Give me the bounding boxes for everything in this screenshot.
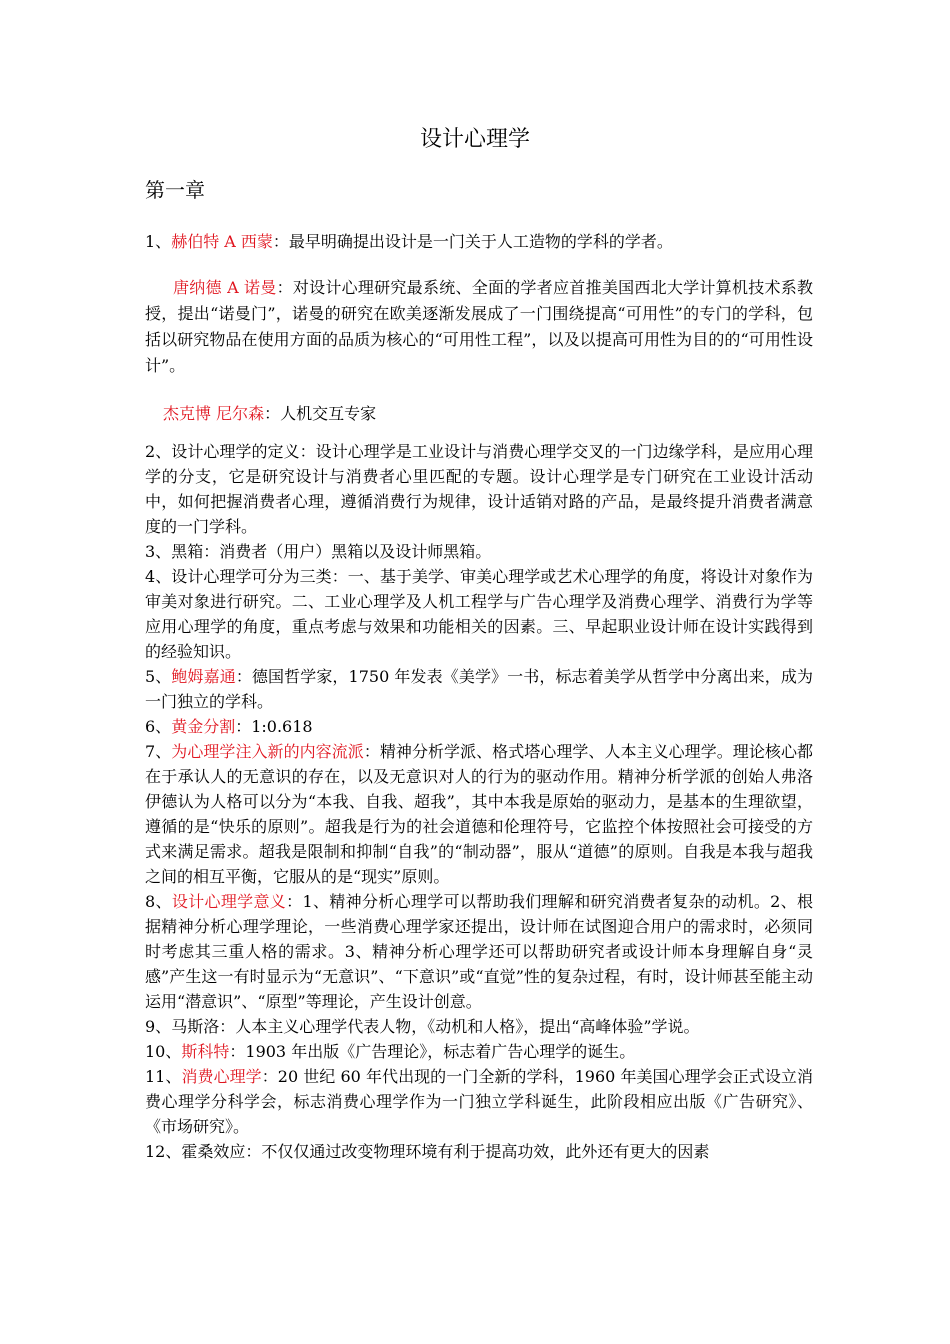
item-term: 杰克博 尼尔森 — [163, 404, 265, 423]
list-item: 6、黄金分割：1:0.618 — [145, 717, 313, 736]
item-text: ：最早明确提出设计是一门关于人工造物的学科的学者。 — [272, 232, 673, 251]
list-item: 4、设计心理学可分为三类：一、基于美学、审美心理学或艺术心理学的角度，将设计对象作为审美对象进行研究。二、工业心理学及人机工程学与广告心理学及消费心理学、消费行为学等应用心理学的角度，重点考虑与效果和功能相关的因素。三、早起职业设计师在设计实践得到的经验知识。 — [145, 567, 813, 661]
item-number: 1、 — [145, 232, 172, 251]
item-text: ：人机交互专家 — [264, 404, 377, 423]
list-item: 8、设计心理学意义：1、精神分析心理学可以帮助我们理解和研究消费者复杂的动机。2、根据精神分析心理学理论，一些消费心理学家还提出，设计师在试图迎合用户的需求时，必须同时考虑其三重人格的需求。3、精神分析心理学还可以帮助研究者或设计师本身理解自身“灵感”产生这一有时显示为“无意识”、“下意识”或“直觉”性的复杂过程，有时，设计师甚至能主动运用“潜意识”、“原型”等理论，产生设计创意。 — [145, 892, 813, 1011]
list-item: 7、为心理学注入新的内容流派：精神分析学派、格式塔心理学、人本主义心理学。理论核心都在于承认人的无意识的存在，以及无意识对人的行为的驱动作用。精神分析学派的创始人弗洛伊德认为人格可以分为“本我、自我、超我”，其中本我是原始的驱动力，是基本的生理欲望，遵循的是“快乐的原则”。超我是行为的社会道德和伦理符号，它监控个体按照社会可接受的方式来满足需求。超我是限制和抑制“自我”的“制动器”，服从“道德”的原则。自我是本我与超我之间的相互平衡，它服从的是“现实”原则。 — [145, 742, 813, 886]
list-item: 5、鲍姆嘉通：德国哲学家，1750 年发表《美学》一书，标志着美学从哲学中分离出来，成为一门独立的学科。 — [145, 667, 813, 711]
paragraph-nielsen — [145, 401, 813, 426]
list-item: 9、马斯洛：人本主义心理学代表人物，《动机和人格》，提出“高峰体验”学说。 — [145, 1017, 700, 1036]
chapter-heading: 第一章 — [145, 178, 205, 202]
list-item: 11、消费心理学：20 世纪 60 年代出现的一门全新的学科，1960 年美国心理学会正式设立消费心理学分科学会，标志消费心理学作为一门独立学科诞生，此阶段相应出版《广告研究》、《市场研究》。 — [145, 1067, 813, 1136]
item-term: 唐纳德 A 诺曼 — [173, 278, 277, 297]
list-item: 3、黑箱：消费者（用户）黑箱以及设计师黑箱。 — [145, 542, 492, 561]
paragraph-norman — [145, 275, 813, 379]
list-item: 12、霍桑效应：不仅仅通过改变物理环境有利于提高功效，此外还有更大的因素 — [145, 1142, 710, 1161]
item-text: ：对设计心理研究最系统、全面的学者应首推美国西北大学计算机技术系教授，提出“诺曼门”，诺曼的研究在欧美逐渐发展成了一门围绕提高“可用性”的专门的学科，包括以研究物品在使用方面的品质为核心的“可用性工程”，以及以提高可用性为目的的“可用性设计”。 — [145, 278, 813, 375]
paragraph-1 — [145, 229, 813, 254]
item-term: 赫伯特 A 西蒙 — [171, 232, 273, 251]
list-item: 10、斯科特：1903 年出版《广告理论》，标志着广告心理学的诞生。 — [145, 1042, 636, 1061]
paragraph-list — [145, 439, 813, 1164]
document-title: 设计心理学 — [419, 127, 530, 152]
list-item: 2、设计心理学的定义：设计心理学是工业设计与消费心理学交叉的一门边缘学科，是应用心理学的分支，它是研究设计与消费者心里匹配的专题。设计心理学是专门研究在工业设计活动中，如何把握消费者心理，遵循消费行为规律，设计适销对路的产品，是最终提升消费者满意度的一门学科。 — [145, 442, 813, 536]
